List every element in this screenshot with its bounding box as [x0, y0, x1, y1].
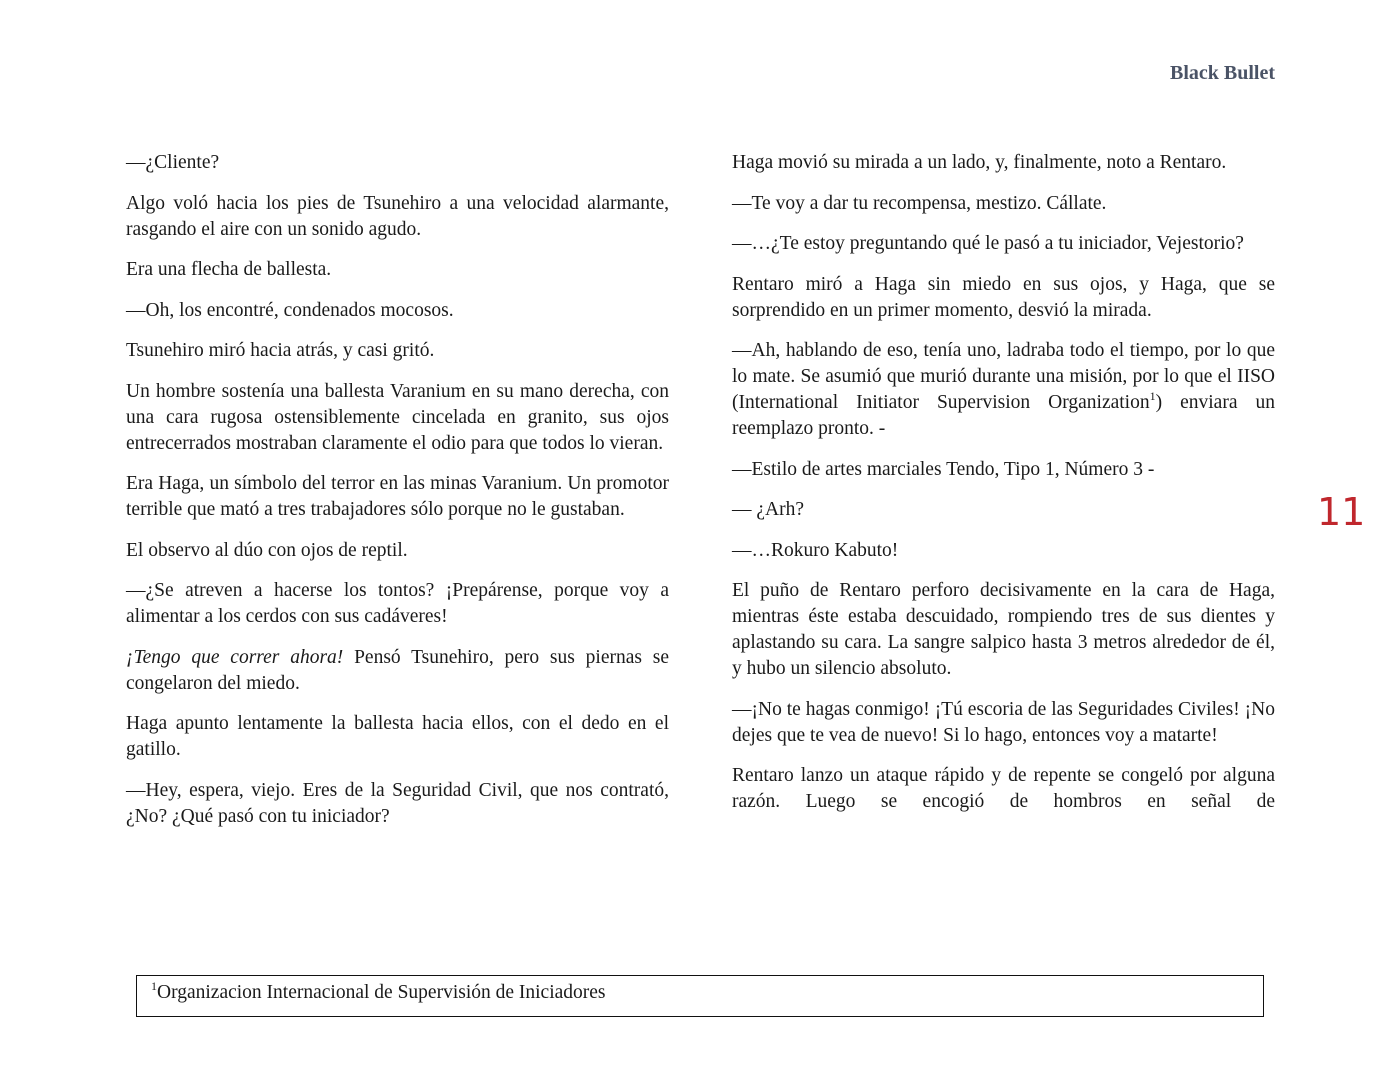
paragraph: Tsunehiro miró hacia atrás, y casi gritó. [126, 340, 435, 361]
paragraph: Rentaro lanzo un ataque rápido y de repente se congeló por alguna razón. Luego se encogió de hombros en señal de [732, 765, 1275, 812]
left-text-column [126, 150, 669, 844]
paragraph [732, 338, 1275, 442]
paragraph: — ¿Arh? [732, 499, 805, 520]
paragraph-text: —Ah, hablando de eso, tenía uno, ladraba todo el tiempo, por lo que lo mate. Se asumió que murió durante una misión, por lo que el IISO (International Initiator Supervision Organization [732, 340, 1275, 413]
paragraph: —Hey, espera, viejo. Eres de la Seguridad Civil, que nos contrató, ¿No? ¿Qué pasó con tu iniciador? [126, 779, 669, 827]
paragraph: —Oh, los encontré, condenados mocosos. [126, 299, 454, 321]
footnote-box [136, 975, 1264, 1017]
paragraph: Haga apunto lentamente la ballesta hacia ellos, con el dedo en el gatillo. [126, 713, 669, 760]
italic-thought: ¡Tengo que correr ahora! [126, 646, 344, 668]
paragraph: Un hombre sostenía una ballesta Varanium en su mano derecha, con una cara rugosa ostensiblemente cincelada en granito, sus ojos entrecerrados mostraban claramente el odio para que todos lo vieran. [126, 380, 669, 454]
paragraph: Era Haga, un símbolo del terror en las minas Varanium. Un promotor terrible que mató a tres trabajadores sólo porque no le gustaban. [126, 473, 669, 520]
page-number: 11 [1317, 490, 1366, 534]
paragraph: —Estilo de artes marciales Tendo, Tipo 1, Número 3 - [732, 458, 1155, 480]
paragraph: —Te voy a dar tu recompensa, mestizo. Cállate. [732, 192, 1107, 214]
paragraph: Haga movió su mirada a un lado, y, finalmente, noto a Rentaro. [732, 152, 1227, 173]
paragraph [126, 645, 669, 697]
paragraph: —…Rokuro Kabuto! [732, 539, 899, 561]
paragraph: —¿Cliente? [126, 152, 220, 173]
paragraph-text: ) enviara un reemplazo pronto. - [732, 392, 1275, 439]
paragraph-text: Pensó Tsunehiro, pero sus piernas se congelaron del miedo. [126, 646, 669, 694]
paragraph: Rentaro miró a Haga sin miedo en sus ojos, y Haga, que se sorprendido en un primer momento, desvió la mirada. [732, 273, 1275, 321]
paragraph: —¿Se atreven a hacerse los tontos? ¡Prepárense, porque voy a alimentar a los cerdos con sus cadáveres! [126, 580, 669, 627]
paragraph: El observo al dúo con ojos de reptil. [126, 539, 408, 561]
paragraph: —…¿Te estoy preguntando qué le pasó a tu iniciador, Vejestorio? [732, 233, 1244, 254]
footnote-text: Organizacion Internacional de Supervisión de Iniciadores [157, 982, 606, 1003]
paragraph: Era una flecha de ballesta. [126, 259, 332, 280]
right-text-column [732, 150, 1275, 830]
paragraph: —¡No te hagas conmigo! ¡Tú escoria de las Seguridades Civiles! ¡No dejes que te vea de nuevo! Si lo hago, entonces voy a matarte! [732, 698, 1275, 746]
footnote-marker: 1 [151, 979, 157, 993]
paragraph: Algo voló hacia los pies de Tsunehiro a una velocidad alarmante, rasgando el aire con un sonido agudo. [126, 192, 669, 240]
paragraph: El puño de Rentaro perforo decisivamente en la cara de Haga, mientras éste estaba descuidado, rompiendo tres de sus dientes y aplastando su cara. La sangre salpico hasta 3 metros alrededor de él, y hubo un silencio absoluto. [732, 580, 1275, 679]
footnote-reference[interactable]: 1 [1149, 389, 1156, 403]
running-header-title: Black Bullet [1169, 62, 1275, 84]
